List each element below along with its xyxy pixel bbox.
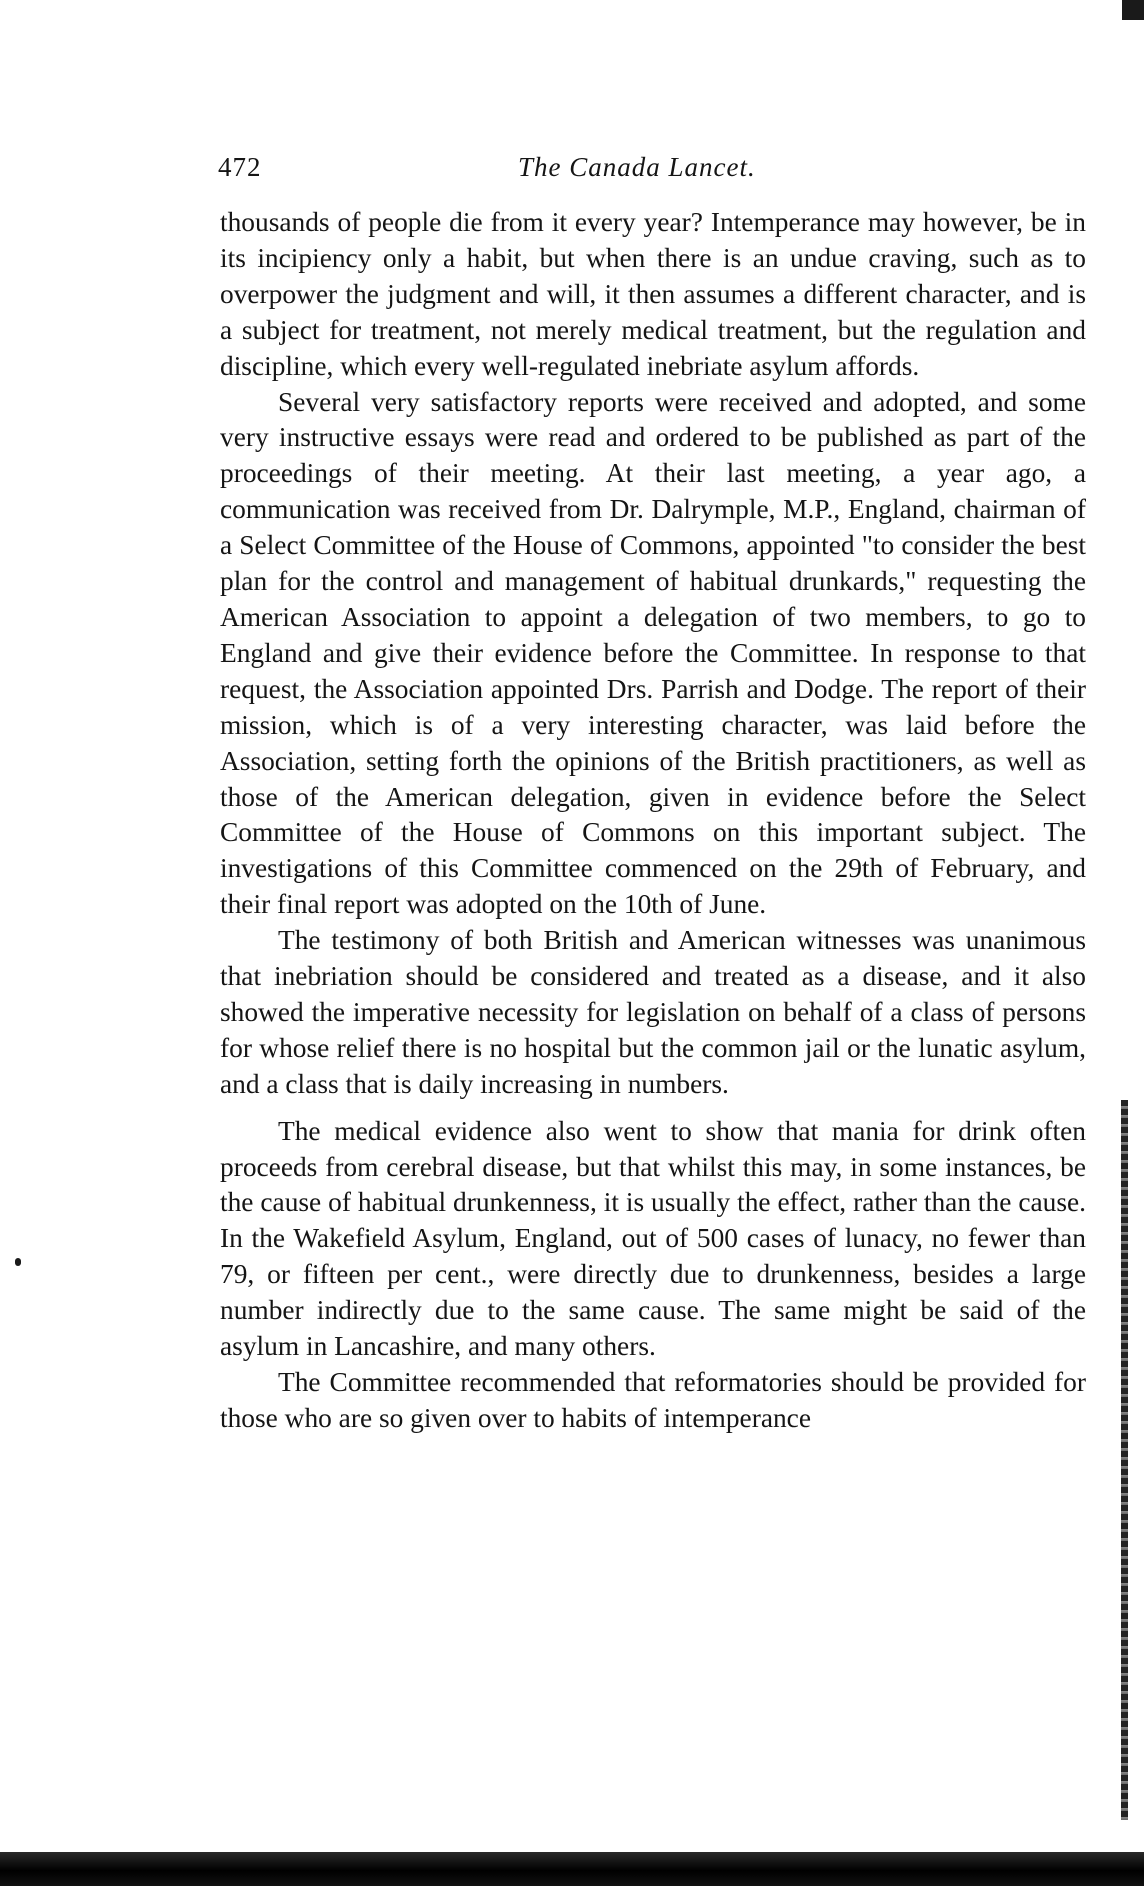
page-header (218, 152, 1086, 192)
paragraph: The medical evidence also went to show that mania for drink often proceeds from cerebral disease, but that whilst this may, in some instances, be the cause of habitual drunkenness, it is usually the effect, rather than the cause. In the Wakefield Asylum, England, out of 500 cases of lunacy, no fewer than 79, or fifteen per cent., were directly due to drunkenness, besides a large number indirectly due to the same cause. The same might be said of the asylum in Lancashire, and many others. (220, 1115, 1086, 1362)
page-number: 472 (218, 152, 262, 182)
scan-artifact-mark (1122, 0, 1144, 20)
scan-bottom-edge (0, 1852, 1144, 1886)
paragraph: Several very satisfactory reports were received and adopted, and some very instructive essays were read and ordered to be published as part of the proceedings of their meeting. At their last meeting, a year ago, a communication was received from Dr. Dalrymple, M.P., England, chairman of a Select Committee of the House of Commons, appointed "to consider the best plan for the control and management of habitual drunkards," requesting the American Association to appoint a delegation of two members, to go to England and give their evidence before the Committee. In response to that request, the Association appointed Drs. Parrish and Dodge. The report of their mission, which is of a very interesting character, was laid before the Association, setting forth the opinions of the British practitioners, as well as those of the American delegation, given in evidence before the Select Committee of the House of Commons on this important subject. The investigations of this Committee commenced on the 29th of February, and their final report was adopted on the 10th of June. (220, 386, 1086, 920)
scan-artifact-dot (15, 1258, 21, 1266)
paragraph: thousands of people die from it every year? Intemperance may however, be in its incipiency only a habit, but when there is an undue craving, such as to overpower the judgment and will, it then assumes a different character, and is a subject for treatment, not merely medical treatment, but the regulation and discipline, which every well-regulated inebriate asylum affords. (220, 207, 1086, 381)
paragraph: The testimony of both British and American witnesses was unanimous that inebriation should be considered and treated as a disease, and it also showed the imperative necessity for legislation on behalf of a class of persons for whose relief there is no hospital but the common jail or the lunatic asylum, and a class that is daily increasing in numbers. (220, 925, 1086, 1099)
paragraph: The Committee recommended that reformatories should be provided for those who are so given over to habits of intemperance (220, 1367, 1086, 1433)
body-text (220, 205, 1086, 1437)
page-edge-shadow (1121, 1100, 1128, 1820)
running-head: The Canada Lancet. (518, 152, 756, 182)
